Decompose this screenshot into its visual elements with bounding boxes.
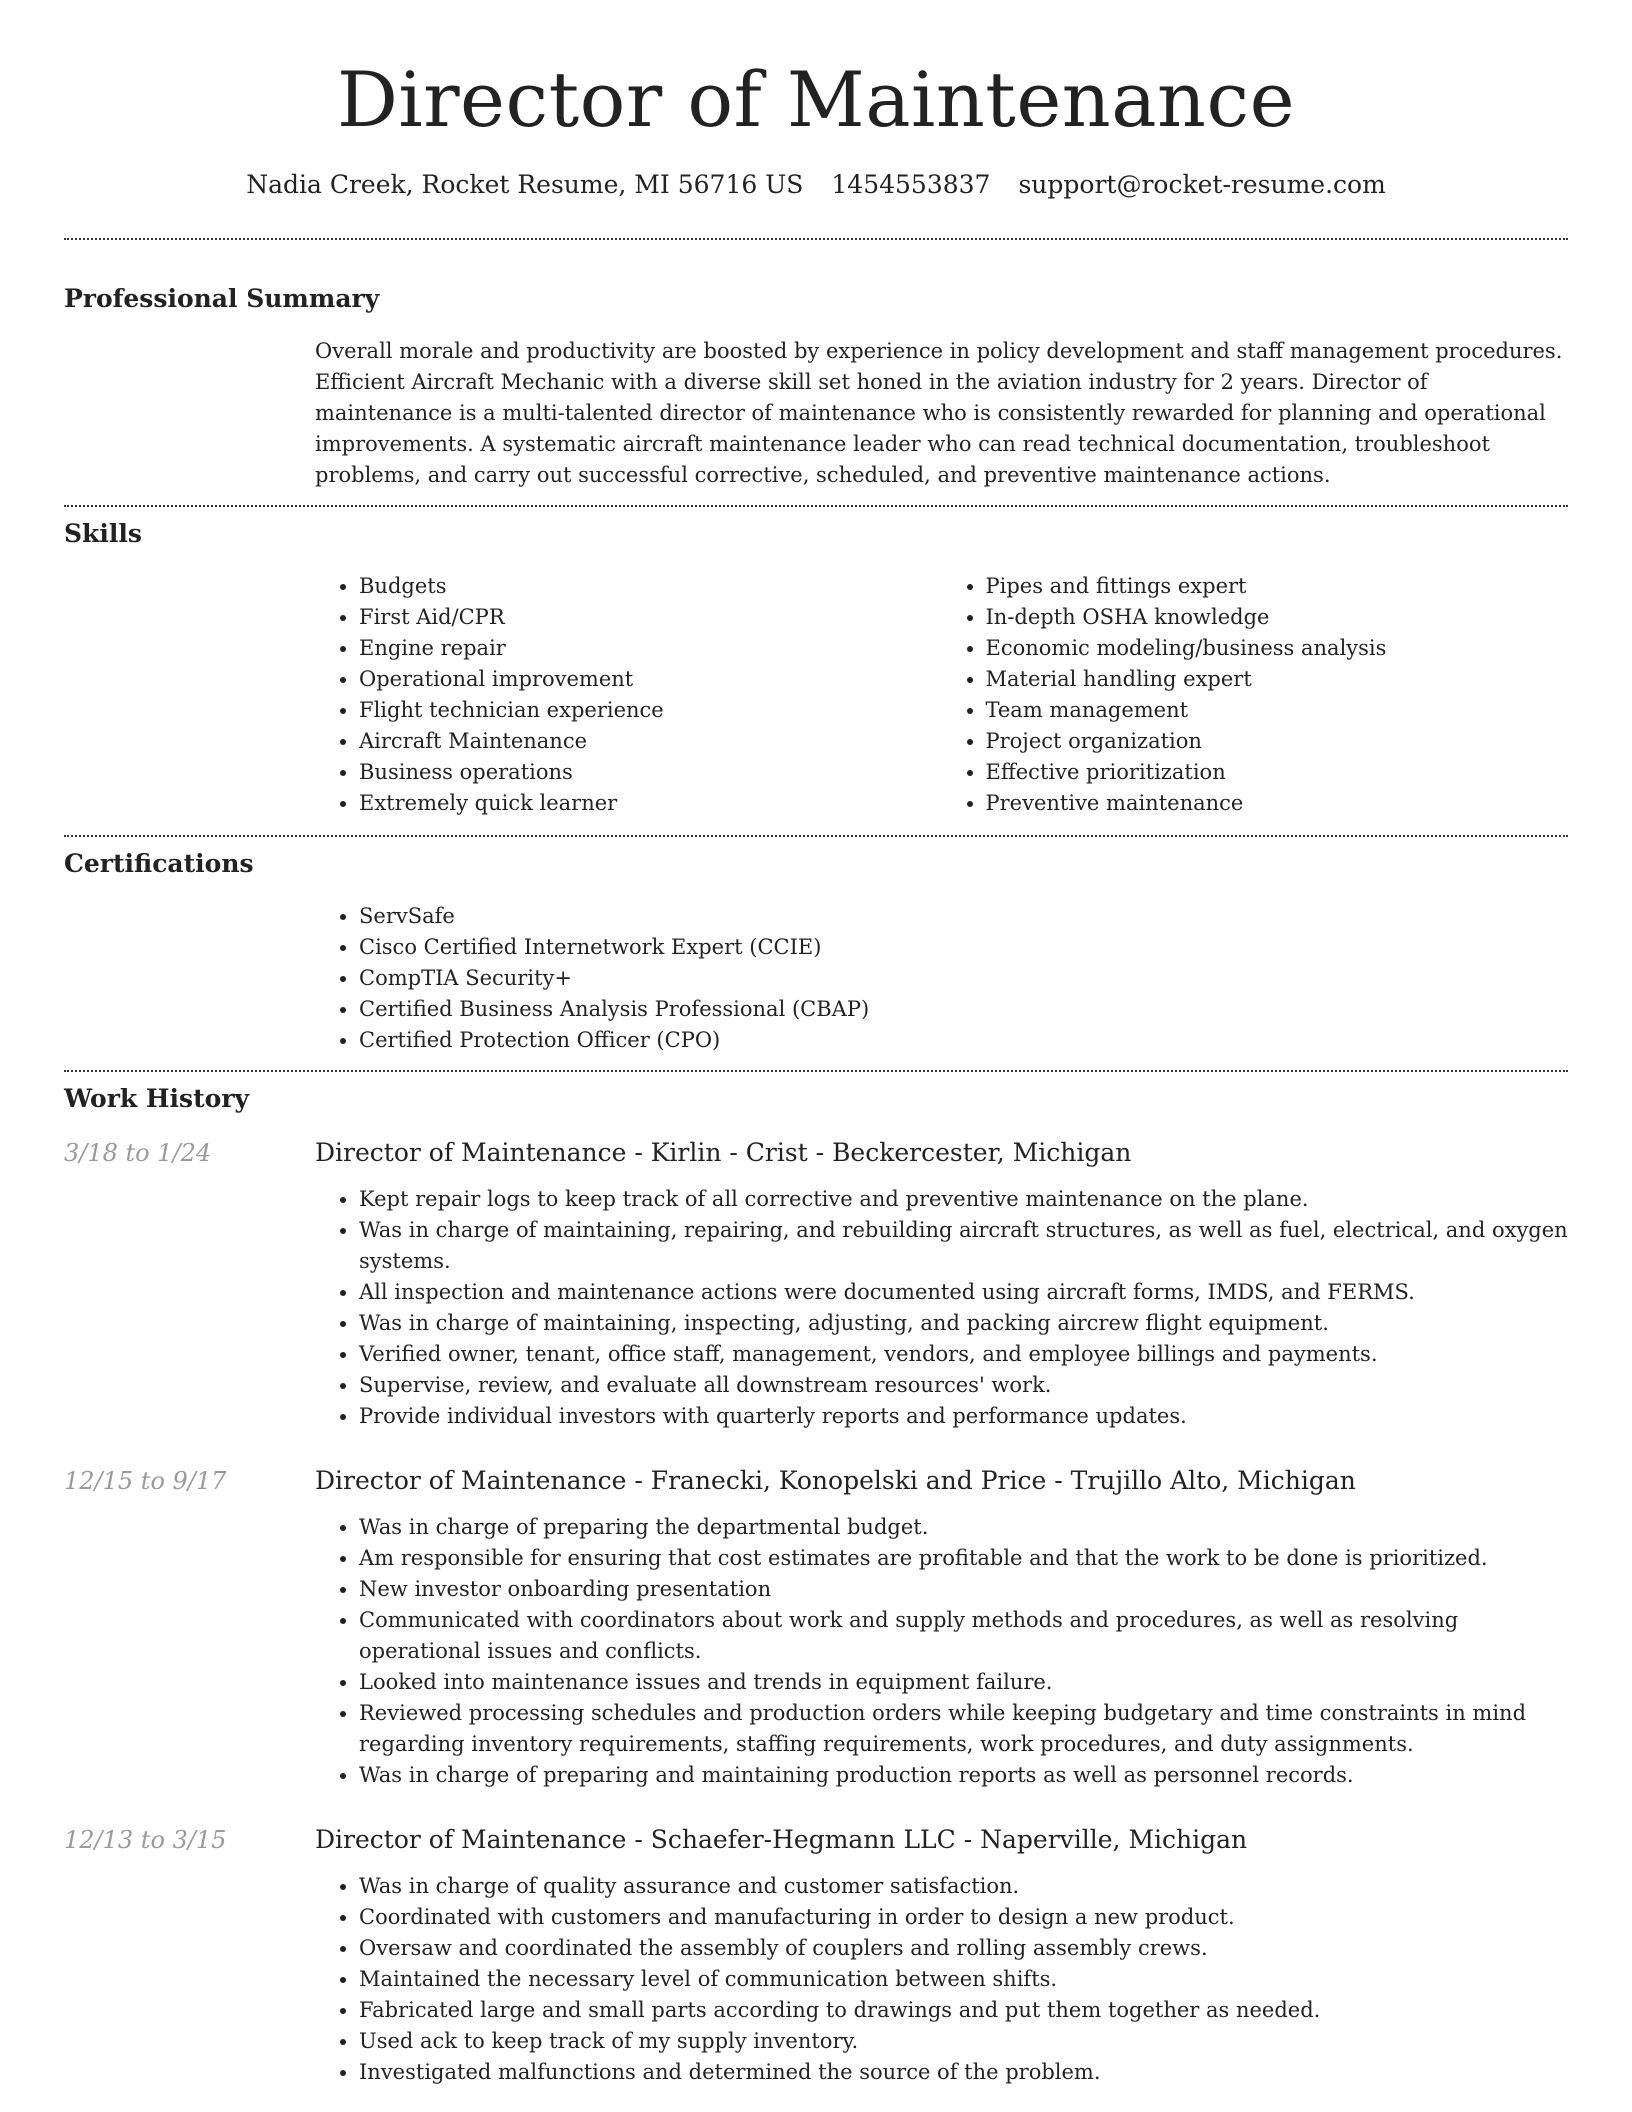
list-item: • Investigated malfunctions and determined the source of the problem.	[359, 2057, 1568, 2088]
contact-email: support@rocket-resume.com	[1018, 170, 1386, 199]
list-item: • Aircraft Maintenance	[359, 726, 942, 757]
resume-title: Director of Maintenance	[336, 55, 1296, 144]
contact-address: Nadia Creek, Rocket Resume, MI 56716 US	[246, 170, 804, 199]
list-item: • In-depth OSHA knowledge	[986, 602, 1569, 633]
list-item: • Operational improvement	[359, 664, 942, 695]
job-title: Director of Maintenance - Kirlin - Crist - Beckercester, Michigan	[315, 1138, 1132, 1167]
job-details	[315, 1184, 1568, 1432]
job-dates: 12/15 to 9/17	[64, 1467, 227, 1495]
list-item: • Budgets	[359, 571, 942, 602]
skills-grid	[315, 571, 1568, 835]
certifications-list	[315, 901, 1568, 1056]
contact-line	[64, 168, 1568, 202]
list-item: • New investor onboarding presentation	[359, 1574, 1568, 1605]
job-entry	[64, 1464, 1568, 1791]
list-item: • Flight technician experience	[359, 695, 942, 726]
list-item: • Was in charge of preparing the departmental budget.	[359, 1512, 1568, 1543]
list-item: • Maintained the necessary level of communication between shifts.	[359, 1964, 1568, 1995]
work-history-heading: Work History	[64, 1084, 250, 1113]
list-item: • Reviewed processing schedules and production orders while keeping budgetary and time constraints in mind regarding inventory requirements, staffing requirements, work procedures, and duty assignments.	[359, 1698, 1568, 1760]
list-item: • All inspection and maintenance actions were documented using aircraft forms, IMDS, and FERMS.	[359, 1277, 1568, 1308]
job-dates: 12/13 to 3/15	[64, 1826, 227, 1854]
list-item: • Was in charge of maintaining, repairing, and rebuilding aircraft structures, as well as fuel, electrical, and oxygen systems.	[359, 1215, 1568, 1277]
certifications-section	[64, 837, 1568, 1070]
list-item: • Coordinated with customers and manufacturing in order to design a new product.	[359, 1902, 1568, 1933]
list-item: • Was in charge of preparing and maintaining production reports as well as personnel records.	[359, 1760, 1568, 1791]
list-item: • Oversaw and coordinated the assembly of couplers and rolling assembly crews.	[359, 1933, 1568, 1964]
summary-heading: Professional Summary	[64, 284, 380, 313]
list-item: • ServSafe	[359, 901, 1568, 932]
list-item: • Provide individual investors with quarterly reports and performance updates.	[359, 1401, 1568, 1432]
job-title: Director of Maintenance - Franecki, Konopelski and Price - Trujillo Alto, Michigan	[315, 1466, 1356, 1495]
list-item: • Verified owner, tenant, office staff, management, vendors, and employee billings and payments.	[359, 1339, 1568, 1370]
job-title: Director of Maintenance - Schaefer-Hegmann LLC - Naperville, Michigan	[315, 1825, 1248, 1854]
list-item: • Supervise, review, and evaluate all downstream resources' work.	[359, 1370, 1568, 1401]
list-item: • Used ack to keep track of my supply inventory.	[359, 2026, 1568, 2057]
resume-page	[64, 0, 1568, 2088]
list-item: • Was in charge of maintaining, inspecting, adjusting, and packing aircrew flight equipment.	[359, 1308, 1568, 1339]
summary-text: Overall morale and productivity are boosted by experience in policy development and staff management procedures. Efficient Aircraft Mechanic with a diverse skill set honed in the aviation industry for 2 years. Director of maintenance is a multi-talented director of maintenance who is consistently rewarded for planning and operational improvements. A systematic aircraft maintenance leader who can read technical documentation, troubleshoot problems, and carry out successful corrective, scheduled, and preventive maintenance actions.	[315, 339, 1563, 487]
list-item: • Engine repair	[359, 633, 942, 664]
list-item: • Kept repair logs to keep track of all corrective and preventive maintenance on the plane.	[359, 1184, 1568, 1215]
skills-section	[64, 507, 1568, 835]
job-bullets	[315, 1871, 1568, 2088]
list-item: • Economic modeling/business analysis	[986, 633, 1569, 664]
certifications-heading: Certifications	[64, 849, 254, 878]
skills-heading: Skills	[64, 519, 142, 548]
list-item: • Communicated with coordinators about work and supply methods and procedures, as well as resolving operational issues and conflicts.	[359, 1605, 1568, 1667]
job-header	[64, 1464, 1568, 1498]
list-item: • Team management	[986, 695, 1569, 726]
list-item: • Material handling expert	[986, 664, 1569, 695]
list-item: • First Aid/CPR	[359, 602, 942, 633]
job-header	[64, 1823, 1568, 1857]
list-item: • Certified Protection Officer (CPO)	[359, 1025, 1568, 1056]
list-item: • Preventive maintenance	[986, 788, 1569, 819]
list-item: • Fabricated large and small parts according to drawings and put them together as needed.	[359, 1995, 1568, 2026]
skills-list-left	[315, 571, 942, 819]
list-item: • Pipes and fittings expert	[986, 571, 1569, 602]
job-details	[315, 1512, 1568, 1791]
job-bullets	[315, 1512, 1568, 1791]
work-history-section	[64, 1072, 1568, 2088]
list-item: • Was in charge of quality assurance and customer satisfaction.	[359, 1871, 1568, 1902]
contact-phone: 1454553837	[831, 170, 991, 199]
list-item: • Business operations	[359, 757, 942, 788]
summary-content	[315, 336, 1568, 505]
job-header	[64, 1136, 1568, 1170]
list-item: • CompTIA Security+	[359, 963, 1568, 994]
list-item: • Cisco Certified Internetwork Expert (CCIE)	[359, 932, 1568, 963]
job-entry	[64, 1136, 1568, 1432]
list-item: • Project organization	[986, 726, 1569, 757]
job-details	[315, 1871, 1568, 2088]
job-bullets	[315, 1184, 1568, 1432]
job-entry	[64, 1823, 1568, 2088]
summary-section	[64, 240, 1568, 505]
list-item: • Certified Business Analysis Professional (CBAP)	[359, 994, 1568, 1025]
certifications-content	[315, 901, 1568, 1070]
skills-list-right	[942, 571, 1569, 819]
list-item: • Looked into maintenance issues and trends in equipment failure.	[359, 1667, 1568, 1698]
list-item: • Extremely quick learner	[359, 788, 942, 819]
list-item: • Am responsible for ensuring that cost estimates are profitable and that the work to be done is prioritized.	[359, 1543, 1568, 1574]
job-dates: 3/18 to 1/24	[64, 1139, 212, 1167]
list-item: • Effective prioritization	[986, 757, 1569, 788]
